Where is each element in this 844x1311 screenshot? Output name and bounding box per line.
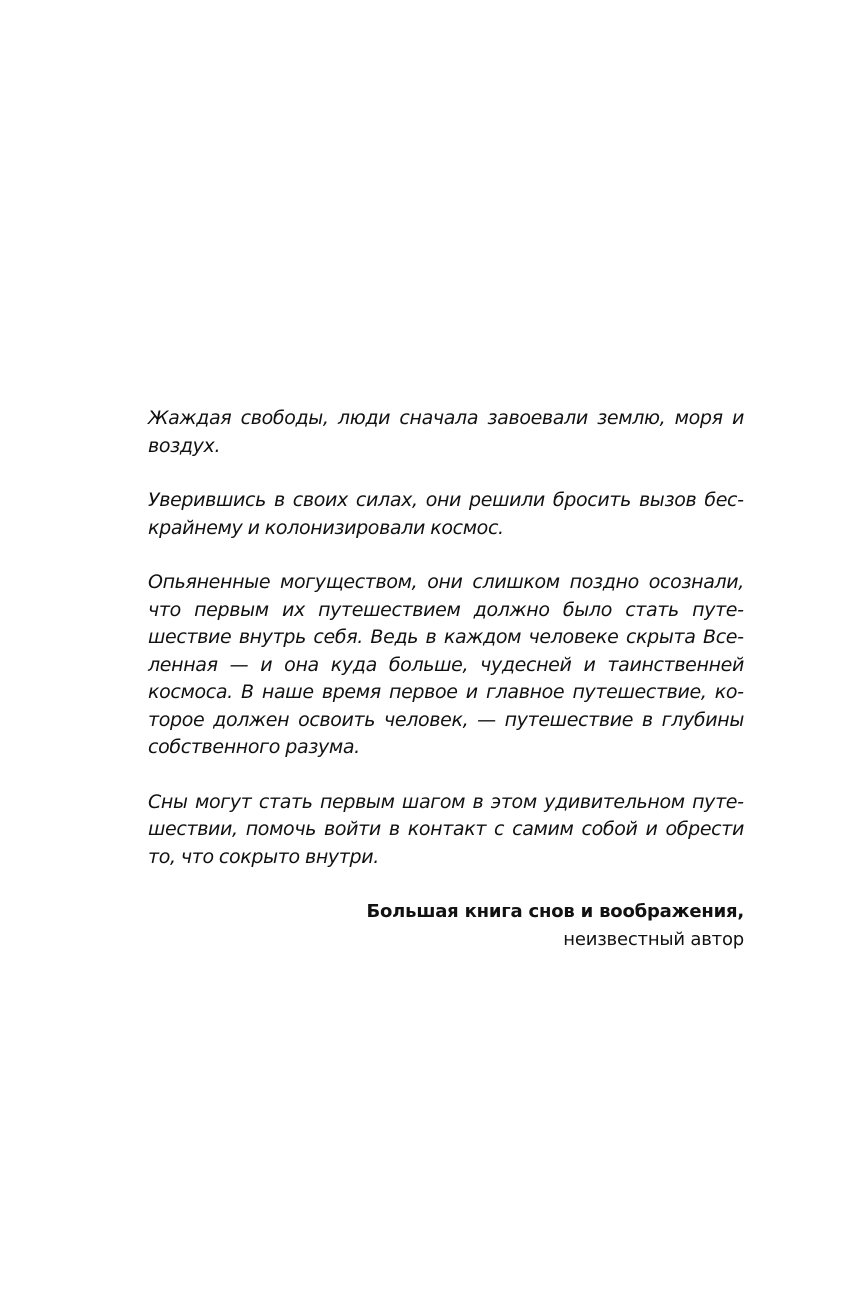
epigraph-paragraph-1: Жаждая свободы, люди сначала завоевали землю, моря и воздух.	[148, 407, 744, 457]
epigraph-attribution	[148, 898, 744, 954]
source-author: неизвестный автор	[563, 929, 744, 950]
epigraph-paragraph-3: Опьяненные могуществом, они слишком поздно осознали, что первым их путешествием должно было стать путешествие внутрь себя. Ведь в каждом человеке скрыта Вселенная — и она куда больше, чудесней и таинственней космоса. В наше время первое и главное путешествие, которое должен освоить человек, — путешествие в глубины собственного разума.	[148, 571, 744, 758]
epigraph	[148, 405, 744, 954]
epigraph-paragraph-4: Сны могут стать первым шагом в этом удивительном путешествии, помочь войти в контакт с самим собой и обрести то, что сокрыто внутри.	[148, 790, 744, 868]
epigraph-paragraph-2: Уверившись в своих силах, они решили бросить вызов бескрайнему и колонизировали космос.	[148, 489, 744, 539]
source-title: Большая книга снов и воображения,	[366, 901, 744, 922]
